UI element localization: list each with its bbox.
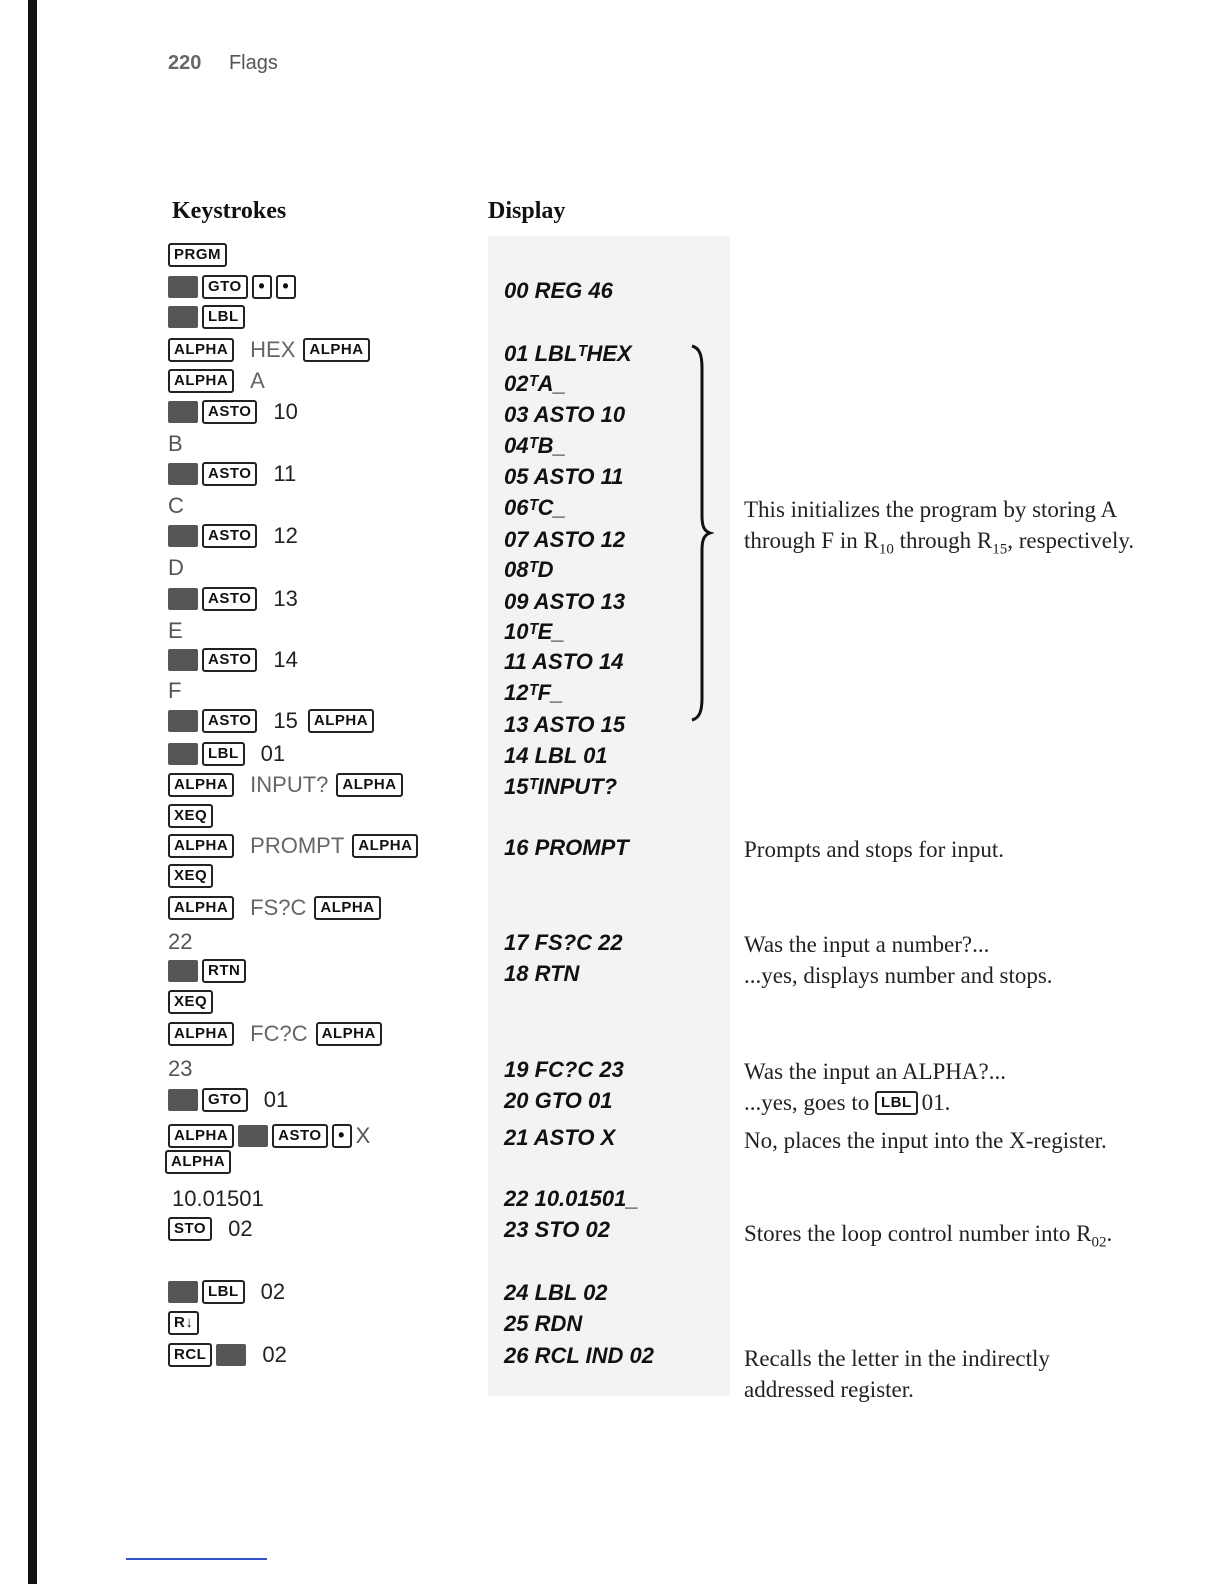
display-line: 16 PROMPT	[504, 835, 629, 860]
display-line: 20 GTO 01	[504, 1088, 613, 1113]
shift-key	[216, 1344, 246, 1366]
rcl-key: RCL	[168, 1343, 212, 1367]
display-heading: Display	[488, 198, 566, 224]
running-header	[168, 52, 278, 75]
display-line: 12ᵀF_	[504, 680, 564, 705]
shift-key	[168, 463, 198, 485]
keystroke-row	[168, 492, 184, 520]
alpha-key: ALPHA	[165, 1150, 231, 1174]
shift-key	[168, 960, 198, 982]
page-number: 220	[168, 52, 202, 74]
note-number-yes: ...yes, displays number and stops.	[744, 963, 1053, 988]
display-line: 18 RTN	[504, 961, 580, 986]
keystroke-row	[168, 1215, 253, 1243]
note-alpha-yes: ...yes, goes to LBL 01.	[744, 1090, 951, 1115]
display-line: 21 ASTO X	[504, 1125, 616, 1150]
keystroke-row	[168, 1278, 285, 1306]
alpha-text: F	[168, 678, 182, 703]
alpha-key: ALPHA	[352, 834, 418, 858]
display-line: 05 ASTO 11	[504, 464, 624, 489]
alpha-key: ALPHA	[168, 773, 234, 797]
alpha-key: ALPHA	[168, 834, 234, 858]
shift-key	[168, 276, 198, 298]
keystroke-row	[168, 1341, 287, 1369]
keystroke-row	[168, 928, 192, 956]
register-number: 13	[273, 586, 298, 611]
note-prompt: Prompts and stops for input.	[744, 837, 1005, 862]
label-number: 01	[263, 1087, 289, 1112]
note-initialize: This initializes the program by storing A through F in $R_{10}$ through $R_{15}$, respectively.	[744, 497, 1135, 558]
note-x-register: No, places the input into the X-register.	[744, 1128, 1107, 1153]
keystroke-row	[168, 522, 298, 550]
keystroke-row	[168, 740, 285, 768]
roll-down-key: R↓	[168, 1311, 199, 1335]
keystroke-row	[165, 1148, 235, 1176]
register-number: 12	[273, 523, 298, 548]
curly-brace-icon	[690, 344, 714, 722]
keystroke-row	[168, 1122, 370, 1150]
asto-key: ASTO	[272, 1124, 327, 1148]
keystroke-row	[168, 677, 181, 705]
display-line: 22 10.01501_	[504, 1186, 639, 1211]
keystroke-row	[168, 862, 217, 890]
label-number: 02	[260, 1279, 286, 1304]
gto-key: GTO	[202, 275, 248, 299]
asto-key: ASTO	[202, 648, 257, 672]
alpha-text: FC?C	[250, 1021, 308, 1046]
display-line: 14 LBL 01	[504, 743, 608, 768]
note-recall: Recalls the letter in the indirectly addressed register.	[744, 1346, 1050, 1402]
register-number: 14	[273, 647, 298, 672]
xeq-key: XEQ	[168, 864, 213, 888]
keystroke-row	[168, 771, 407, 799]
keystroke-row	[168, 988, 217, 1016]
alpha-text: D	[168, 555, 184, 580]
alpha-key: ALPHA	[168, 896, 234, 920]
alpha-text: FS?C	[250, 895, 307, 920]
keystroke-row	[168, 957, 250, 985]
shift-key	[168, 743, 198, 765]
flag-number: 23	[168, 1056, 193, 1081]
register-number: 02	[262, 1342, 287, 1367]
flag-number: 22	[168, 929, 193, 954]
keystroke-row	[168, 398, 298, 426]
lbl-key: LBL	[875, 1091, 918, 1115]
shift-key	[168, 1281, 198, 1303]
asto-key: ASTO	[202, 524, 257, 548]
display-line: 04ᵀB_	[504, 433, 566, 458]
asto-key: ASTO	[202, 462, 257, 486]
alpha-key: ALPHA	[303, 338, 369, 362]
alpha-key: ALPHA	[168, 338, 234, 362]
alpha-text: A	[250, 368, 265, 393]
note-alpha-check: Was the input an ALPHA?...	[744, 1059, 1006, 1084]
sto-key: STO	[168, 1217, 212, 1241]
loop-control-number: 10.01501	[172, 1186, 264, 1211]
display-line: 00 REG 46	[504, 278, 613, 303]
lbl-key: LBL	[202, 305, 245, 329]
shift-key	[168, 1089, 198, 1111]
keystroke-row	[168, 832, 422, 860]
keystroke-row	[172, 1185, 264, 1213]
display-line: 02ᵀA_	[504, 371, 566, 396]
alpha-key: ALPHA	[314, 896, 380, 920]
asto-key: ASTO	[202, 400, 257, 424]
section-title: Flags	[228, 52, 278, 74]
keystroke-row	[168, 802, 217, 830]
keystroke-row	[168, 1309, 203, 1337]
display-line: 23 STO 02	[504, 1217, 610, 1242]
stack-register-x: X	[355, 1123, 371, 1148]
alpha-text: E	[168, 618, 183, 643]
alpha-key: ALPHA	[168, 369, 234, 393]
shift-key	[168, 710, 198, 732]
keystroke-row	[168, 303, 249, 331]
lbl-key: LBL	[202, 742, 245, 766]
display-line: 13 ASTO 15	[504, 712, 626, 737]
display-line: 10ᵀE_	[504, 619, 565, 644]
shift-key	[168, 525, 198, 547]
shift-key	[168, 588, 198, 610]
shift-key	[168, 306, 198, 328]
decimal-key: •	[252, 275, 272, 299]
keystroke-row	[168, 707, 378, 735]
display-line: 25 RDN	[504, 1311, 583, 1336]
display-line: 19 FC?C 23	[504, 1057, 624, 1082]
alpha-key: ALPHA	[316, 1022, 382, 1046]
alpha-text: C	[168, 493, 184, 518]
keystroke-row	[168, 617, 183, 645]
lbl-key: LBL	[202, 1280, 245, 1304]
asto-key: ASTO	[202, 709, 257, 733]
display-line: 26 RCL IND 02	[504, 1343, 654, 1368]
alpha-key: ALPHA	[308, 709, 374, 733]
display-line: 08ᵀD	[504, 557, 554, 582]
keystroke-row	[168, 585, 298, 613]
label-number: 01	[260, 741, 286, 766]
asto-key: ASTO	[202, 587, 257, 611]
keystroke-row	[168, 241, 231, 269]
alpha-key: ALPHA	[336, 773, 402, 797]
display-line: 24 LBL 02	[504, 1280, 608, 1305]
display-line: 03 ASTO 10	[504, 402, 626, 427]
keystroke-row	[168, 646, 298, 674]
keystroke-row	[168, 367, 265, 395]
prgm-key: PRGM	[168, 243, 227, 267]
register-number: 11	[273, 461, 297, 486]
keystroke-row	[168, 1055, 192, 1083]
keystroke-row	[168, 554, 184, 582]
keystroke-row	[168, 1020, 386, 1048]
display-line: 07 ASTO 12	[504, 527, 626, 552]
register-number: 02	[228, 1216, 253, 1241]
display-line: 15ᵀINPUT?	[504, 774, 618, 799]
display-line: 09 ASTO 13	[504, 589, 626, 614]
alpha-text: PROMPT	[250, 833, 345, 858]
display-line: 01 LBLᵀHEX	[504, 341, 632, 366]
xeq-key: XEQ	[168, 804, 213, 828]
rtn-key: RTN	[202, 959, 246, 983]
shift-key	[238, 1125, 268, 1147]
alpha-key: ALPHA	[168, 1022, 234, 1046]
register-number: 15	[273, 708, 298, 733]
display-line: 06ᵀC_	[504, 495, 566, 520]
footnote-rule	[126, 1558, 267, 1560]
alpha-text: INPUT?	[250, 772, 329, 797]
display-line: 11 ASTO 14	[504, 649, 624, 674]
keystroke-row	[168, 336, 374, 364]
keystroke-row	[168, 273, 300, 301]
shift-key	[168, 401, 198, 423]
note-number-check: Was the input a number?...	[744, 932, 990, 957]
alpha-text: HEX	[250, 337, 296, 362]
keystroke-row	[168, 460, 296, 488]
alpha-text: B	[168, 431, 183, 456]
decimal-key: •	[332, 1124, 352, 1148]
keystroke-row	[168, 894, 385, 922]
alpha-key: ALPHA	[168, 1124, 234, 1148]
register-number: 10	[273, 399, 298, 424]
keystroke-row	[168, 430, 183, 458]
keystrokes-heading: Keystrokes	[172, 198, 287, 224]
decimal-key: •	[276, 275, 296, 299]
display-line: 17 FS?C 22	[504, 930, 623, 955]
shift-key	[168, 649, 198, 671]
note-loop-control: Stores the loop control number into $R_{02}$.	[744, 1221, 1113, 1251]
binding-edge	[28, 0, 37, 1584]
xeq-key: XEQ	[168, 990, 213, 1014]
keystroke-row	[168, 1086, 288, 1114]
gto-key: GTO	[202, 1088, 248, 1112]
